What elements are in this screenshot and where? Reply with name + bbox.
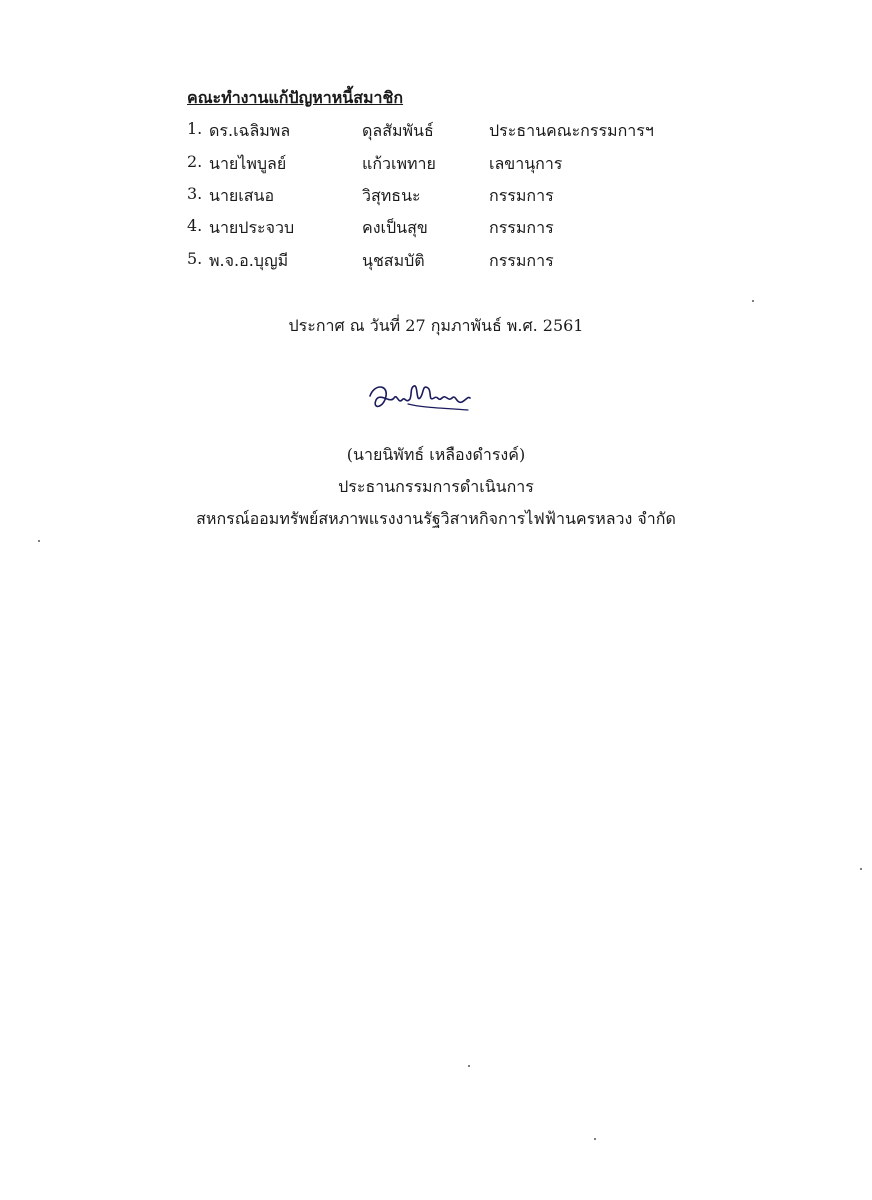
member-last-name: วิสุทธนะ	[362, 186, 421, 205]
member-first-name: นายเสนอ	[209, 186, 275, 205]
member-last-name: ดุลสัมพันธ์	[362, 121, 434, 140]
member-first-name: ดร.เฉลิมพล	[209, 121, 291, 140]
announcement-date: ประกาศ ณ วันที่ 27 กุมภาพันธ์ พ.ศ. 2561	[288, 316, 584, 335]
member-row	[0, 184, 872, 208]
scan-speck	[594, 1138, 596, 1140]
member-first-name: พ.จ.อ.บุญมี	[209, 251, 289, 270]
signatory-title: ประธานกรรมการดำเนินการ	[338, 477, 534, 496]
handwritten-signature	[364, 374, 474, 422]
committee-heading: คณะทำงานแก้ปัญหาหนี้สมาชิก	[187, 88, 404, 107]
member-role: ประธานคณะกรรมการฯ	[489, 121, 654, 140]
member-number: 4.	[187, 216, 203, 235]
member-row	[0, 249, 872, 273]
member-number: 3.	[187, 184, 203, 203]
member-role: เลขานุการ	[489, 154, 563, 173]
scan-speck	[860, 868, 862, 870]
member-role: กรรมการ	[489, 251, 554, 270]
scan-speck	[752, 300, 754, 302]
member-number: 2.	[187, 152, 203, 171]
member-number: 1.	[187, 119, 203, 138]
signatory-organization: สหกรณ์ออมทรัพย์สหภาพแรงงานรัฐวิสาหกิจการไฟฟ้านครหลวง จำกัด	[196, 509, 676, 528]
scan-speck	[468, 1065, 470, 1067]
member-row	[0, 216, 872, 240]
member-last-name: นุชสมบัติ	[362, 251, 425, 270]
member-role: กรรมการ	[489, 218, 554, 237]
member-first-name: นายไพบูลย์	[209, 154, 287, 173]
member-row	[0, 152, 872, 176]
signatory-name: (นายนิพัทธ์ เหลืองดำรงค์)	[346, 445, 526, 464]
member-first-name: นายประจวบ	[209, 218, 295, 237]
scan-speck	[38, 540, 40, 542]
member-last-name: คงเป็นสุข	[362, 218, 428, 237]
member-row	[0, 119, 872, 143]
member-role: กรรมการ	[489, 186, 554, 205]
member-number: 5.	[187, 249, 203, 268]
member-last-name: แก้วเพทาย	[362, 154, 436, 173]
